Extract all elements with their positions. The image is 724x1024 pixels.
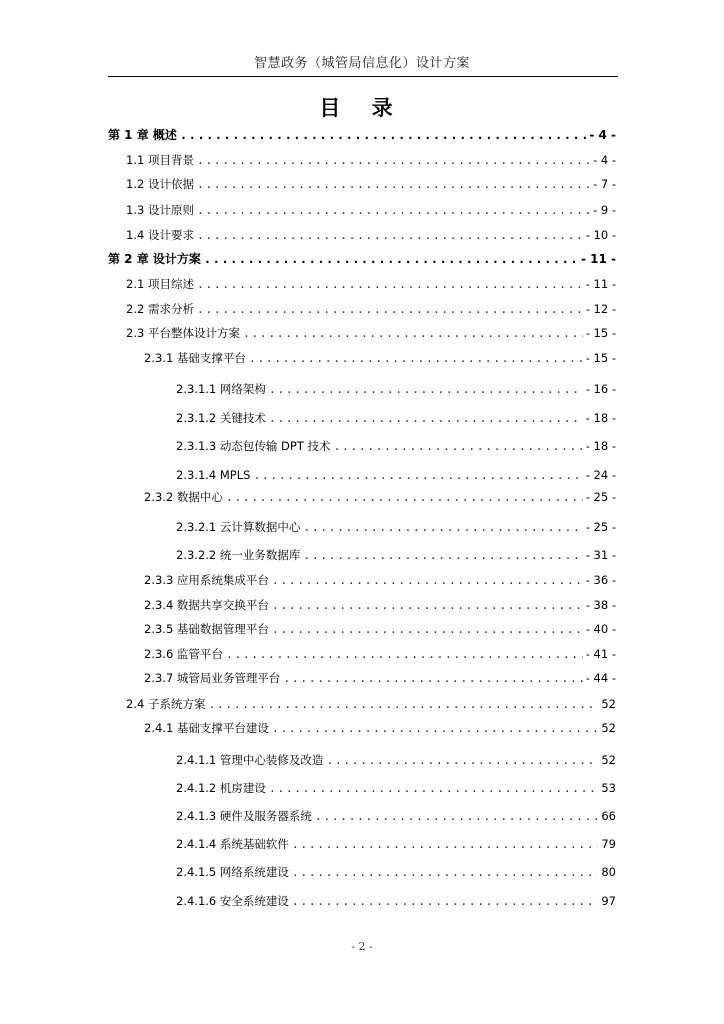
toc-entry[interactable]	[176, 836, 616, 852]
toc-dot-leader	[272, 597, 583, 613]
page-header: 智慧政务（城管局信息化）设计方案	[253, 56, 470, 71]
toc-chapter-entry[interactable]	[108, 127, 616, 143]
toc-entry-label: 2.3.4 数据共享交换平台	[144, 598, 269, 612]
toc-entry[interactable]	[144, 670, 616, 686]
toc-entry-page: - 24 -	[585, 468, 616, 482]
toc-entry-page: - 4 -	[589, 128, 616, 142]
toc-chapter-entry[interactable]	[108, 251, 616, 267]
toc-dot-leader	[269, 381, 583, 397]
page-number: - 2 -	[351, 940, 373, 953]
toc-dot-leader	[292, 836, 598, 852]
toc-dot-leader	[303, 519, 582, 535]
toc-entry-page: - 4 -	[593, 153, 616, 167]
toc-entry-page: 79	[601, 837, 616, 851]
toc-entry-page: - 15 -	[585, 351, 616, 365]
toc-entry[interactable]	[126, 301, 616, 317]
toc-entry[interactable]	[144, 489, 616, 505]
toc-entry-page: 80	[601, 865, 616, 879]
toc-entry[interactable]	[176, 893, 616, 909]
toc-title: 目 录	[319, 96, 405, 120]
toc-dot-leader	[197, 176, 590, 192]
toc-entry-label: 2.4.1.1 管理中心装修及改造	[176, 753, 324, 767]
toc-entry[interactable]	[126, 227, 616, 243]
toc-entry-page: - 18 -	[585, 411, 616, 425]
toc-dot-leader	[249, 350, 583, 366]
toc-entry[interactable]	[126, 276, 616, 292]
toc-dot-leader	[292, 864, 598, 880]
toc-entry[interactable]	[144, 621, 616, 637]
toc-entry[interactable]	[126, 696, 616, 712]
toc-entry[interactable]	[176, 752, 616, 768]
toc-entry-label: 2.3.1.3 动态包传输 DPT 技术	[176, 439, 331, 453]
toc-entry-label: 2.3.7 城管局业务管理平台	[144, 671, 281, 685]
toc-entry-page: - 36 -	[585, 573, 616, 587]
toc-entry-label: 2.3.2.1 云计算数据中心	[176, 520, 301, 534]
toc-entry-page: - 7 -	[593, 177, 616, 191]
toc-entry-label: 2.2 需求分析	[126, 302, 194, 316]
toc-dot-leader	[272, 621, 583, 637]
toc-dot-leader	[197, 276, 583, 292]
toc-entry[interactable]	[144, 350, 616, 366]
toc-entry-page: 52	[601, 697, 616, 711]
toc-entry-page: - 25 -	[585, 490, 616, 504]
toc-entry-label: 2.3.1.4 MPLS	[176, 468, 251, 482]
toc-entry-label: 2.1 项目综述	[126, 277, 194, 291]
toc-entry[interactable]	[144, 597, 616, 613]
toc-entry-page: - 40 -	[585, 622, 616, 636]
toc-entry[interactable]	[176, 438, 616, 454]
toc-dot-leader	[326, 752, 598, 768]
toc-entry-page: - 15 -	[585, 326, 616, 340]
toc-dot-leader	[269, 780, 598, 796]
toc-entry-page: - 44 -	[585, 671, 616, 685]
toc-entry[interactable]	[126, 152, 616, 168]
toc-dot-leader	[303, 547, 582, 563]
toc-dot-leader	[226, 646, 583, 662]
toc-entry-page: - 16 -	[585, 382, 616, 396]
toc-entry-label: 2.3.3 应用系统集成平台	[144, 573, 269, 587]
toc-entry-page: - 18 -	[585, 439, 616, 453]
toc-entry[interactable]	[144, 646, 616, 662]
toc-entry[interactable]	[176, 864, 616, 880]
toc-entry-page: - 11 -	[580, 252, 616, 266]
toc-entry-label: 2.3.1.2 关键技术	[176, 411, 266, 425]
toc-dot-leader	[272, 572, 583, 588]
toc-entry-label: 2.3.6 监管平台	[144, 647, 223, 661]
toc-entry[interactable]	[126, 325, 616, 341]
toc-dot-leader	[204, 251, 578, 267]
toc-dot-leader	[292, 893, 598, 909]
toc-dot-leader	[334, 438, 583, 454]
toc-dot-leader	[243, 325, 583, 341]
toc-dot-leader	[197, 301, 583, 317]
toc-entry[interactable]	[126, 176, 616, 192]
toc-entry-label: 2.4.1.2 机房建设	[176, 781, 266, 795]
toc-entry-page: - 25 -	[585, 520, 616, 534]
toc-dot-leader	[272, 720, 598, 736]
toc-dot-leader	[283, 670, 582, 686]
toc-entry-label: 2.4.1.5 网络系统建设	[176, 865, 289, 879]
toc-entry-label: 1.2 设计依据	[126, 177, 194, 191]
toc-entry-label: 2.3 平台整体设计方案	[126, 326, 240, 340]
toc-entry[interactable]	[144, 720, 616, 736]
toc-entry[interactable]	[126, 202, 616, 218]
toc-entry-label: 2.3.1.1 网络架构	[176, 382, 266, 396]
toc-entry-page: 53	[601, 781, 616, 795]
toc-entry-page: 97	[601, 894, 616, 908]
toc-entry-page: 52	[601, 753, 616, 767]
toc-dot-leader	[197, 227, 583, 243]
toc-entry-page: - 9 -	[593, 203, 616, 217]
toc-entry-page: 66	[601, 809, 616, 823]
toc-entry-label: 2.4.1.6 安全系统建设	[176, 894, 289, 908]
toc-entry-label: 2.3.2.2 统一业务数据库	[176, 548, 301, 562]
toc-dot-leader	[226, 489, 583, 505]
toc-entry-label: 1.4 设计要求	[126, 228, 194, 242]
toc-entry[interactable]	[176, 381, 616, 397]
toc-entry-page: - 12 -	[585, 302, 616, 316]
toc-entry-page: - 31 -	[585, 548, 616, 562]
toc-entry[interactable]	[176, 519, 616, 535]
toc-entry-label: 1.3 设计原则	[126, 203, 194, 217]
toc-entry-label: 2.4 子系统方案	[126, 697, 206, 711]
toc-entry-label: 2.4.1.4 系统基础软件	[176, 837, 289, 851]
toc-entry[interactable]	[176, 547, 616, 563]
toc-entry[interactable]	[176, 780, 616, 796]
toc-entry-label: 2.3.5 基础数据管理平台	[144, 622, 269, 636]
toc-dot-leader	[315, 808, 598, 824]
toc-dot-leader	[180, 127, 586, 143]
toc-entry-label: 1.1 项目背景	[126, 153, 194, 167]
toc-dot-leader	[269, 410, 583, 426]
toc-dot-leader	[208, 696, 598, 712]
toc-entry-page: - 10 -	[585, 228, 616, 242]
toc-dot-leader	[197, 202, 590, 218]
toc-entry[interactable]	[176, 467, 616, 483]
toc-entry[interactable]	[144, 572, 616, 588]
toc-entry-label: 第 2 章 设计方案	[108, 252, 201, 266]
toc-entry-page: 52	[601, 721, 616, 735]
toc-dot-leader	[253, 467, 582, 483]
toc-entry[interactable]	[176, 808, 616, 824]
toc-entry-label: 第 1 章 概述	[108, 128, 177, 142]
toc-entry-label: 2.3.2 数据中心	[144, 490, 223, 504]
toc-entry-label: 2.4.1 基础支撑平台建设	[144, 721, 269, 735]
toc-dot-leader	[197, 152, 590, 168]
toc-entry-page: - 41 -	[585, 647, 616, 661]
toc-entry[interactable]	[176, 410, 616, 426]
toc-entry-label: 2.4.1.3 硬件及服务器系统	[176, 809, 312, 823]
toc-entry-page: - 38 -	[585, 598, 616, 612]
toc-entry-label: 2.3.1 基础支撑平台	[144, 351, 246, 365]
toc-entry-page: - 11 -	[585, 277, 616, 291]
